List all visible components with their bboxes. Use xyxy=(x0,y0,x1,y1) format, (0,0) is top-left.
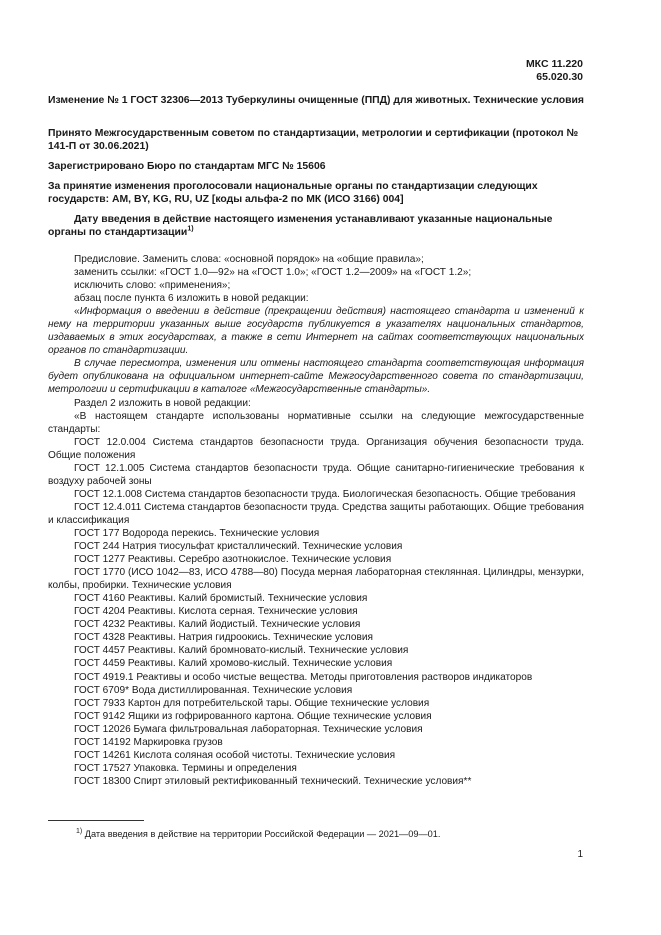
body-line: исключить слово: «применения»; xyxy=(74,280,231,292)
classifier-codes xyxy=(526,58,583,84)
date-intro-text: Дату введения в действие настоящего изменения устанавливают указанные национальные органы по стандартизации xyxy=(48,214,553,239)
registration-statement: Зарегистрировано Бюро по стандартам МГС № 15606 xyxy=(48,161,326,172)
body-line: заменить ссылки: «ГОСТ 1.0—92» на «ГОСТ 1.0»; «ГОСТ 1.2—2009» на «ГОСТ 1.2»; xyxy=(74,267,472,279)
body-line: абзац после пункта 6 изложить в новой редакции: xyxy=(74,293,309,305)
reference-item: ГОСТ 17527 Упаковка. Термины и определения xyxy=(74,762,297,774)
reference-item: ГОСТ 4204 Реактивы. Кислота серная. Технические условия xyxy=(74,606,358,618)
reference-item: ГОСТ 4459 Реактивы. Калий хромово-кислый. Технические условия xyxy=(74,658,393,670)
body-line: Предисловие. Заменить слова: «основной порядок» на «общие правила»; xyxy=(74,254,424,265)
reference-item: ГОСТ 12.0.004 Система стандартов безопасности труда. Организация обучения безопасности труда. Общие положения xyxy=(48,436,584,461)
reference-item: ГОСТ 14261 Кислота соляная особой чистоты. Технические условия xyxy=(74,749,396,761)
reference-item: ГОСТ 4328 Реактивы. Натрия гидроокись. Технические условия xyxy=(74,632,374,644)
footnote-ref: 1) xyxy=(187,225,194,233)
body-line: Раздел 2 изложить в новой редакции: xyxy=(74,397,251,409)
footnote-divider xyxy=(48,820,144,821)
quoted-paragraph-2: В случае пересмотра, изменения или отмены настоящего стандарта соответствующая информация будет опубликована на официальном интернет-сайте Межгосударственного совета по стандартизации, метрологии и сертификации в каталоге «Межгосударственные стандарты». xyxy=(48,358,584,396)
amendment-title: Изменение № 1 ГОСТ 32306—2013 Туберкулины очищенные (ППД) для животных. Технические условия xyxy=(48,95,584,106)
quoted-text-1: Информация о введении в действие (прекращении действия) настоящего стандарта и изменений к нему на территории указанных выше государств публикуется в указателях национальных стандартов, издаваемых в этих государствах, а также в сети Интернет на сайтах соответствующих национальных органов по стандартизации. xyxy=(48,306,584,357)
footnote-mark: 1) xyxy=(76,827,83,835)
reference-item: ГОСТ 6709* Вода дистиллированная. Технические условия xyxy=(74,684,353,696)
reference-item: ГОСТ 9142 Ящики из гофрированного картона. Общие технические условия xyxy=(74,710,432,722)
footnote xyxy=(76,828,440,840)
classifier-code-2: 65.020.30 xyxy=(536,71,583,83)
body-line: «В настоящем стандарте использованы нормативные ссылки на следующие межгосударственные стандарты: xyxy=(48,410,584,435)
reference-item: ГОСТ 1770 (ИСО 1042—83, ИСО 4788—80) Посуда мерная лабораторная стеклянная. Цилиндры, мензурки, колбы, пробирки. Технические условия xyxy=(48,567,584,592)
reference-item: ГОСТ 12.4.011 Система стандартов безопасности труда. Средства защиты работающих. Общие требования и классификация xyxy=(48,501,584,526)
date-intro-statement xyxy=(48,213,584,239)
reference-item: ГОСТ 4160 Реактивы. Калий бромистый. Технические условия xyxy=(74,593,368,605)
footnote-text: Дата введения в действие на территории Российской Федерации — 2021—09—01. xyxy=(84,829,441,839)
voting-statement: За принятие изменения проголосовали национальные органы по стандартизации следующих государств: AM, BY, KG, RU, UZ [коды альфа-2 по МК (ИСО 3166) 004] xyxy=(48,181,538,206)
open-quote: « xyxy=(74,306,80,318)
reference-item: ГОСТ 4457 Реактивы. Калий бромновато-кислый. Технические условия xyxy=(74,645,409,657)
reference-item: ГОСТ 4919.1 Реактивы и особо чистые вещества. Методы приготовления растворов индикаторов xyxy=(74,671,533,683)
reference-item: ГОСТ 12.1.005 Система стандартов безопасности труда. Общие санитарно-гигиенические требования к воздуху рабочей зоны xyxy=(48,462,584,487)
classifier-code-1: МКС 11.220 xyxy=(525,58,583,70)
amendment-body xyxy=(48,253,584,788)
reference-item: ГОСТ 12.1.008 Система стандартов безопасности труда. Биологическая безопасность. Общие требования xyxy=(74,488,576,500)
reference-item: ГОСТ 7933 Картон для потребительской тары. Общие технические условия xyxy=(74,697,430,709)
reference-item: ГОСТ 244 Натрия тиосульфат кристаллический. Технические условия xyxy=(74,541,403,553)
reference-item: ГОСТ 1277 Реактивы. Серебро азотнокислое. Технические условия xyxy=(74,554,392,566)
quoted-paragraph-1 xyxy=(48,305,584,357)
reference-item: ГОСТ 4232 Реактивы. Калий йодистый. Технические условия xyxy=(74,619,361,631)
reference-item: ГОСТ 14192 Маркировка грузов xyxy=(74,736,223,748)
page-number: 1 xyxy=(577,849,583,860)
reference-item: ГОСТ 177 Водорода перекись. Технические условия xyxy=(74,527,320,539)
reference-item: ГОСТ 18300 Спирт этиловый ректификованный технический. Технические условия** xyxy=(74,775,472,787)
reference-item: ГОСТ 12026 Бумага фильтровальная лабораторная. Технические условия xyxy=(74,723,423,735)
adopted-statement: Принято Межгосударственным советом по стандартизации, метрологии и сертификации (протокол № 141-П от 30.06.2021) xyxy=(48,128,579,153)
